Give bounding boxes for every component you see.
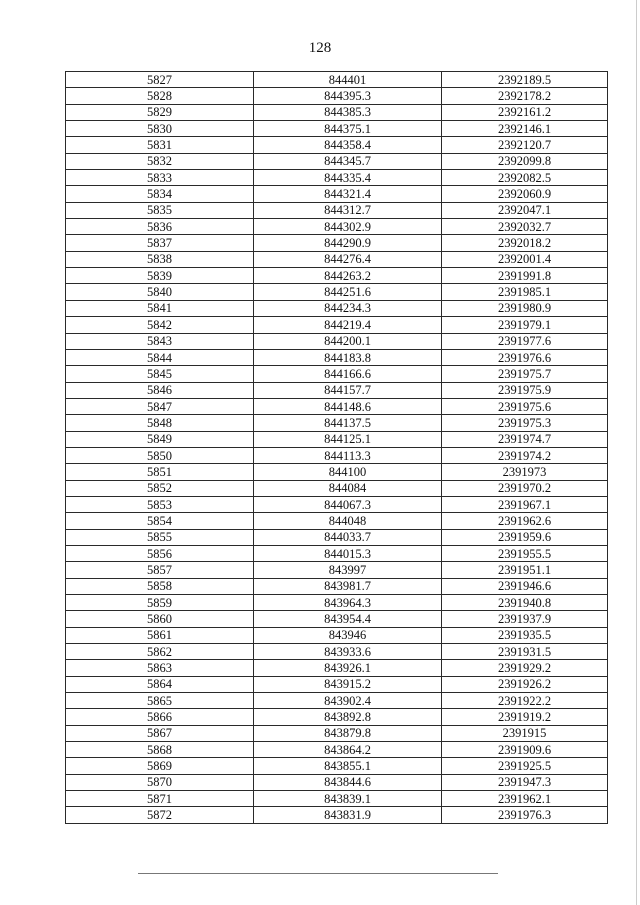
point-number-cell: 5861 xyxy=(66,627,254,643)
table-row xyxy=(66,170,608,186)
x-coordinate-cell: 844290.9 xyxy=(254,235,442,251)
table-row xyxy=(66,153,608,169)
table-row xyxy=(66,186,608,202)
point-number-cell: 5832 xyxy=(66,153,254,169)
table-row xyxy=(66,235,608,251)
x-coordinate-cell: 844125.1 xyxy=(254,431,442,447)
y-coordinate-cell: 2391975.7 xyxy=(442,366,608,382)
point-number-cell: 5845 xyxy=(66,366,254,382)
table-row xyxy=(66,464,608,480)
y-coordinate-cell: 2391967.1 xyxy=(442,496,608,512)
x-coordinate-cell: 843981.7 xyxy=(254,578,442,594)
table-row xyxy=(66,725,608,741)
x-coordinate-cell: 843892.8 xyxy=(254,709,442,725)
x-coordinate-cell: 843864.2 xyxy=(254,742,442,758)
x-coordinate-cell: 843954.4 xyxy=(254,611,442,627)
table-row xyxy=(66,709,608,725)
point-number-cell: 5848 xyxy=(66,415,254,431)
y-coordinate-cell: 2391962.1 xyxy=(442,791,608,807)
y-coordinate-cell: 2391925.5 xyxy=(442,758,608,774)
point-number-cell: 5853 xyxy=(66,496,254,512)
y-coordinate-cell: 2391973 xyxy=(442,464,608,480)
table-row xyxy=(66,202,608,218)
point-number-cell: 5850 xyxy=(66,447,254,463)
x-coordinate-cell: 844067.3 xyxy=(254,496,442,512)
y-coordinate-cell: 2391937.9 xyxy=(442,611,608,627)
point-number-cell: 5843 xyxy=(66,333,254,349)
point-number-cell: 5828 xyxy=(66,88,254,104)
point-number-cell: 5844 xyxy=(66,349,254,365)
x-coordinate-cell: 844302.9 xyxy=(254,219,442,235)
table-row xyxy=(66,349,608,365)
table-row xyxy=(66,447,608,463)
x-coordinate-cell: 844385.3 xyxy=(254,104,442,120)
x-coordinate-cell: 843946 xyxy=(254,627,442,643)
point-number-cell: 5871 xyxy=(66,791,254,807)
x-coordinate-cell: 844148.6 xyxy=(254,398,442,414)
x-coordinate-cell: 844015.3 xyxy=(254,545,442,561)
y-coordinate-cell: 2391946.6 xyxy=(442,578,608,594)
table-row xyxy=(66,398,608,414)
table-row xyxy=(66,676,608,692)
point-number-cell: 5827 xyxy=(66,72,254,88)
y-coordinate-cell: 2392178.2 xyxy=(442,88,608,104)
x-coordinate-cell: 844219.4 xyxy=(254,317,442,333)
x-coordinate-cell: 844048 xyxy=(254,513,442,529)
table-row xyxy=(66,333,608,349)
y-coordinate-cell: 2391929.2 xyxy=(442,660,608,676)
point-number-cell: 5830 xyxy=(66,121,254,137)
scan-edge-line xyxy=(636,0,637,905)
point-number-cell: 5829 xyxy=(66,104,254,120)
table-row xyxy=(66,121,608,137)
table-row xyxy=(66,774,608,790)
y-coordinate-cell: 2391947.3 xyxy=(442,774,608,790)
table-row xyxy=(66,366,608,382)
x-coordinate-cell: 844113.3 xyxy=(254,447,442,463)
point-number-cell: 5833 xyxy=(66,170,254,186)
point-number-cell: 5867 xyxy=(66,725,254,741)
y-coordinate-cell: 2391951.1 xyxy=(442,562,608,578)
y-coordinate-cell: 2392120.7 xyxy=(442,137,608,153)
y-coordinate-cell: 2391970.2 xyxy=(442,480,608,496)
point-number-cell: 5837 xyxy=(66,235,254,251)
point-number-cell: 5854 xyxy=(66,513,254,529)
table-row xyxy=(66,382,608,398)
x-coordinate-cell: 843926.1 xyxy=(254,660,442,676)
x-coordinate-cell: 844137.5 xyxy=(254,415,442,431)
x-coordinate-cell: 844401 xyxy=(254,72,442,88)
point-number-cell: 5857 xyxy=(66,562,254,578)
y-coordinate-cell: 2391975.9 xyxy=(442,382,608,398)
bottom-divider xyxy=(138,873,498,874)
x-coordinate-cell: 844335.4 xyxy=(254,170,442,186)
x-coordinate-cell: 844375.1 xyxy=(254,121,442,137)
x-coordinate-cell: 844157.7 xyxy=(254,382,442,398)
table-row xyxy=(66,104,608,120)
x-coordinate-cell: 843839.1 xyxy=(254,791,442,807)
point-number-cell: 5856 xyxy=(66,545,254,561)
x-coordinate-cell: 844358.4 xyxy=(254,137,442,153)
x-coordinate-cell: 844084 xyxy=(254,480,442,496)
y-coordinate-cell: 2391985.1 xyxy=(442,284,608,300)
table-row xyxy=(66,480,608,496)
y-coordinate-cell: 2391931.5 xyxy=(442,644,608,660)
y-coordinate-cell: 2391959.6 xyxy=(442,529,608,545)
point-number-cell: 5868 xyxy=(66,742,254,758)
x-coordinate-cell: 844276.4 xyxy=(254,251,442,267)
point-number-cell: 5846 xyxy=(66,382,254,398)
table-row xyxy=(66,742,608,758)
x-coordinate-cell: 844200.1 xyxy=(254,333,442,349)
y-coordinate-cell: 2392032.7 xyxy=(442,219,608,235)
y-coordinate-cell: 2391979.1 xyxy=(442,317,608,333)
x-coordinate-cell: 844251.6 xyxy=(254,284,442,300)
point-number-cell: 5840 xyxy=(66,284,254,300)
table-row xyxy=(66,644,608,660)
x-coordinate-cell: 844234.3 xyxy=(254,300,442,316)
x-coordinate-cell: 843915.2 xyxy=(254,676,442,692)
table-row xyxy=(66,627,608,643)
table-row xyxy=(66,251,608,267)
x-coordinate-cell: 843831.9 xyxy=(254,807,442,823)
point-number-cell: 5866 xyxy=(66,709,254,725)
y-coordinate-cell: 2392001.4 xyxy=(442,251,608,267)
point-number-cell: 5835 xyxy=(66,202,254,218)
y-coordinate-cell: 2391974.7 xyxy=(442,431,608,447)
point-number-cell: 5872 xyxy=(66,807,254,823)
y-coordinate-cell: 2391909.6 xyxy=(442,742,608,758)
y-coordinate-cell: 2392060.9 xyxy=(442,186,608,202)
y-coordinate-cell: 2392161.2 xyxy=(442,104,608,120)
x-coordinate-cell: 844166.6 xyxy=(254,366,442,382)
y-coordinate-cell: 2392047.1 xyxy=(442,202,608,218)
y-coordinate-cell: 2391915 xyxy=(442,725,608,741)
point-number-cell: 5839 xyxy=(66,268,254,284)
x-coordinate-cell: 844395.3 xyxy=(254,88,442,104)
point-number-cell: 5855 xyxy=(66,529,254,545)
y-coordinate-cell: 2391955.5 xyxy=(442,545,608,561)
x-coordinate-cell: 844183.8 xyxy=(254,349,442,365)
table-row xyxy=(66,693,608,709)
point-number-cell: 5859 xyxy=(66,595,254,611)
point-number-cell: 5864 xyxy=(66,676,254,692)
y-coordinate-cell: 2391922.2 xyxy=(442,693,608,709)
point-number-cell: 5860 xyxy=(66,611,254,627)
point-number-cell: 5841 xyxy=(66,300,254,316)
point-number-cell: 5851 xyxy=(66,464,254,480)
y-coordinate-cell: 2392018.2 xyxy=(442,235,608,251)
table-row xyxy=(66,611,608,627)
point-number-cell: 5858 xyxy=(66,578,254,594)
table-row xyxy=(66,529,608,545)
table-row xyxy=(66,284,608,300)
x-coordinate-cell: 843902.4 xyxy=(254,693,442,709)
table-row xyxy=(66,219,608,235)
point-number-cell: 5836 xyxy=(66,219,254,235)
y-coordinate-cell: 2391974.2 xyxy=(442,447,608,463)
y-coordinate-cell: 2391975.3 xyxy=(442,415,608,431)
coordinates-table xyxy=(65,71,608,824)
x-coordinate-cell: 843933.6 xyxy=(254,644,442,660)
table-row xyxy=(66,578,608,594)
table-row xyxy=(66,496,608,512)
coordinates-table-body xyxy=(66,72,608,824)
x-coordinate-cell: 844100 xyxy=(254,464,442,480)
x-coordinate-cell: 844345.7 xyxy=(254,153,442,169)
x-coordinate-cell: 844263.2 xyxy=(254,268,442,284)
point-number-cell: 5842 xyxy=(66,317,254,333)
table-row xyxy=(66,317,608,333)
table-row xyxy=(66,595,608,611)
y-coordinate-cell: 2391976.3 xyxy=(442,807,608,823)
table-row xyxy=(66,660,608,676)
y-coordinate-cell: 2391962.6 xyxy=(442,513,608,529)
table-row xyxy=(66,545,608,561)
x-coordinate-cell: 843997 xyxy=(254,562,442,578)
table-row xyxy=(66,72,608,88)
y-coordinate-cell: 2392189.5 xyxy=(442,72,608,88)
table-row xyxy=(66,415,608,431)
y-coordinate-cell: 2392146.1 xyxy=(442,121,608,137)
table-row xyxy=(66,431,608,447)
point-number-cell: 5831 xyxy=(66,137,254,153)
y-coordinate-cell: 2391935.5 xyxy=(442,627,608,643)
y-coordinate-cell: 2391980.9 xyxy=(442,300,608,316)
x-coordinate-cell: 843964.3 xyxy=(254,595,442,611)
point-number-cell: 5838 xyxy=(66,251,254,267)
y-coordinate-cell: 2391926.2 xyxy=(442,676,608,692)
y-coordinate-cell: 2392099.8 xyxy=(442,153,608,169)
point-number-cell: 5852 xyxy=(66,480,254,496)
point-number-cell: 5849 xyxy=(66,431,254,447)
x-coordinate-cell: 844312.7 xyxy=(254,202,442,218)
table-row xyxy=(66,758,608,774)
table-row xyxy=(66,562,608,578)
point-number-cell: 5870 xyxy=(66,774,254,790)
table-row xyxy=(66,88,608,104)
y-coordinate-cell: 2391977.6 xyxy=(442,333,608,349)
y-coordinate-cell: 2391975.6 xyxy=(442,398,608,414)
x-coordinate-cell: 843844.6 xyxy=(254,774,442,790)
table-row xyxy=(66,513,608,529)
x-coordinate-cell: 843879.8 xyxy=(254,725,442,741)
point-number-cell: 5865 xyxy=(66,693,254,709)
y-coordinate-cell: 2391991.8 xyxy=(442,268,608,284)
y-coordinate-cell: 2391976.6 xyxy=(442,349,608,365)
point-number-cell: 5847 xyxy=(66,398,254,414)
table-row xyxy=(66,791,608,807)
y-coordinate-cell: 2392082.5 xyxy=(442,170,608,186)
x-coordinate-cell: 843855.1 xyxy=(254,758,442,774)
table-row xyxy=(66,300,608,316)
point-number-cell: 5834 xyxy=(66,186,254,202)
x-coordinate-cell: 844321.4 xyxy=(254,186,442,202)
x-coordinate-cell: 844033.7 xyxy=(254,529,442,545)
table-row xyxy=(66,268,608,284)
table-row xyxy=(66,137,608,153)
page-number: 128 xyxy=(308,40,332,56)
table-row xyxy=(66,807,608,823)
y-coordinate-cell: 2391919.2 xyxy=(442,709,608,725)
point-number-cell: 5863 xyxy=(66,660,254,676)
y-coordinate-cell: 2391940.8 xyxy=(442,595,608,611)
point-number-cell: 5869 xyxy=(66,758,254,774)
point-number-cell: 5862 xyxy=(66,644,254,660)
